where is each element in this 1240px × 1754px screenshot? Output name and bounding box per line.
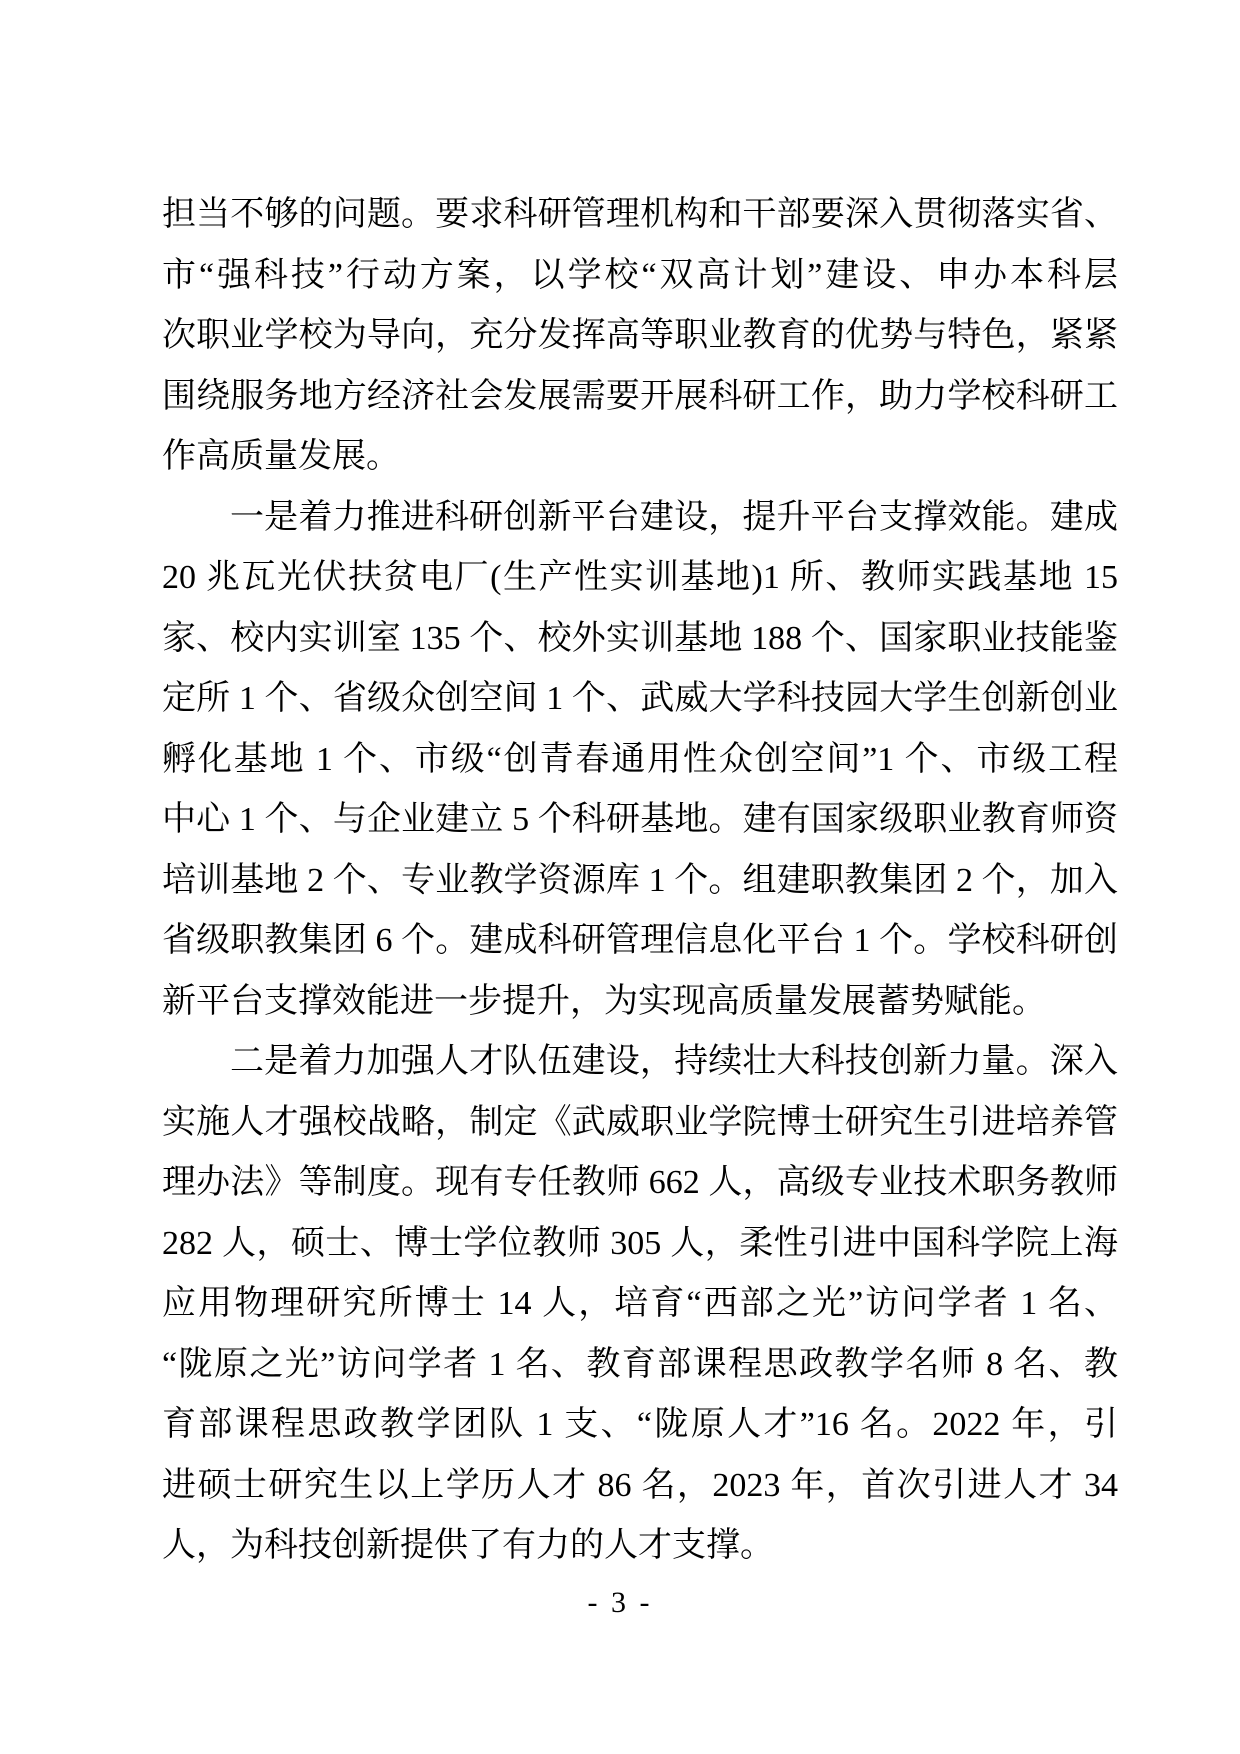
text-line: 中心 1 个、与企业建立 5 个科研基地。建有国家级职业教育师资 (162, 801, 1118, 838)
text-line: 定所 1 个、省级众创空间 1 个、武威大学科技园大学生创新创业 (162, 680, 1118, 717)
text-line: 家、校内实训室 135 个、校外实训基地 188 个、国家职业技能鉴 (162, 619, 1118, 657)
text-line: 孵化基地 1 个、市级“创青春通用性众创空间”1 个、市级工程 (162, 740, 1118, 778)
paragraph (162, 1032, 1118, 1577)
text-line: 一是着力推进科研创新平台建设，提升平台支撑效能。建成 (230, 498, 1118, 536)
text-line: “陇原之光”访问学者 1 名、教育部课程思政教学名师 8 名、教 (162, 1345, 1118, 1383)
page-number: - 3 - (587, 1586, 653, 1619)
text-line: 人，为科技创新提供了有力的人才支撑。 (162, 1527, 774, 1564)
text-line: 应用物理研究所博士 14 人，培育“西部之光”访问学者 1 名、 (162, 1285, 1118, 1322)
text-line: 新平台支撑效能进一步提升，为实现高质量发展蓄势赋能。 (162, 982, 1046, 1020)
text-line: 作高质量发展。 (162, 438, 400, 475)
text-line: 省级职教集团 6 个。建成科研管理信息化平台 1 个。学校科研创 (162, 922, 1118, 959)
text-line: 20 兆瓦光伏扶贫电厂(生产性实训基地)1 所、教师实践基地 15 (162, 559, 1118, 596)
text-line: 围绕服务地方经济社会发展需要开展科研工作，助力学校科研工 (162, 377, 1118, 415)
text-line: 市“强科技”行动方案，以学校“双高计划”建设、申办本科层 (162, 256, 1118, 294)
paragraph (162, 185, 1118, 488)
text-line: 二是着力加强人才队伍建设，持续壮大科技创新力量。深入 (230, 1043, 1118, 1080)
text-line: 次职业学校为导向，充分发挥高等职业教育的优势与特色，紧紧 (162, 317, 1118, 354)
document-body (162, 185, 1118, 1577)
text-line: 担当不够的问题。要求科研管理机构和干部要深入贯彻落实省、 (162, 196, 1118, 233)
text-line: 培训基地 2 个、专业教学资源库 1 个。组建职教集团 2 个，加入 (162, 861, 1118, 899)
text-line: 实施人才强校战略，制定《武威职业学院博士研究生引进培养管 (162, 1103, 1118, 1141)
text-line: 育部课程思政教学团队 1 支、“陇原人才”16 名。2022 年，引 (162, 1406, 1118, 1443)
text-line: 282 人，硕士、博士学位教师 305 人，柔性引进中国科学院上海 (162, 1224, 1118, 1262)
paragraph (162, 488, 1118, 1033)
text-line: 进硕士研究生以上学历人才 86 名，2023 年，首次引进人才 34 (162, 1466, 1118, 1504)
text-line: 理办法》等制度。现有专任教师 662 人，高级专业技术职务教师 (162, 1164, 1118, 1201)
